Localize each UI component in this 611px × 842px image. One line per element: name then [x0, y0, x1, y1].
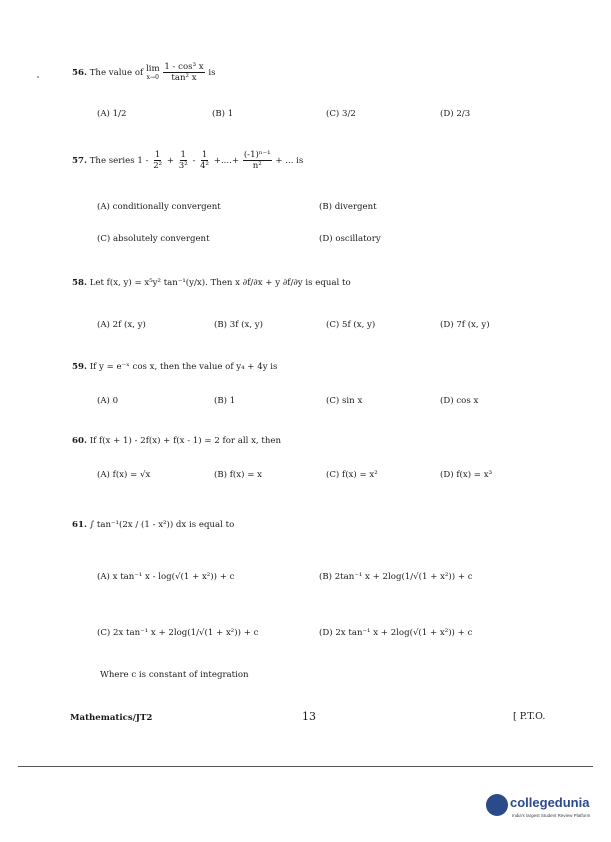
question-57 [72, 150, 303, 171]
denominator: 2² [153, 161, 163, 171]
question-58 [72, 278, 351, 288]
option-d[interactable]: (D) f(x) = x³ [440, 470, 493, 480]
option-d[interactable]: (D) 7f (x, y) [440, 320, 490, 330]
question-number: 61. [72, 520, 87, 530]
option-c[interactable]: (C) absolutely convergent [97, 234, 210, 244]
collegedunia-logo-icon [486, 794, 508, 816]
watermark-brand: collegedunia [510, 795, 590, 810]
term-2 [178, 150, 189, 171]
option-a[interactable]: (A) 0 [97, 396, 119, 406]
denominator: tan² x [171, 73, 197, 83]
numerator: (-1)ⁿ⁻¹ [243, 150, 271, 160]
option-c[interactable]: (C) sin x [326, 396, 363, 406]
question-56 [72, 62, 216, 83]
ellipsis: +....+ [213, 156, 240, 166]
question-stem-prefix: The value of [89, 68, 144, 78]
option-c[interactable]: (C) 2x tan⁻¹ x + 2log(1/√(1 + x²)) + c [97, 628, 259, 638]
limit-expression [146, 64, 160, 81]
question-number: 56. [72, 68, 87, 78]
stray-mark [37, 76, 39, 78]
footer-subject: Mathematics/JT2 [70, 713, 153, 723]
numerator: 1 [180, 150, 186, 160]
question-number: 57. [72, 156, 87, 166]
option-c[interactable]: (C) 3/2 [326, 109, 356, 119]
term-n [243, 150, 272, 171]
term-3 [199, 150, 210, 171]
option-c[interactable]: (C) 5f (x, y) [326, 320, 376, 330]
question-60 [72, 436, 281, 446]
option-b[interactable]: (B) 1 [212, 109, 234, 119]
watermark-tagline: India's largest Student Review Platform [512, 813, 591, 818]
question-stem: Let f(x, y) = x⁵y² tan⁻¹(y/x). Then x ∂f/∂x + y ∂f/∂y is equal to [89, 278, 351, 288]
numerator: 1 - cos³ x [164, 62, 204, 72]
denominator: 3² [178, 161, 188, 171]
question-stem-suffix: + ... is [275, 156, 304, 166]
minus-sign: - [192, 156, 196, 166]
option-c[interactable]: (C) f(x) = x² [326, 470, 378, 480]
option-b[interactable]: (B) 1 [214, 396, 236, 406]
question-stem: ∫ tan⁻¹(2x / (1 - x²)) dx is equal to [89, 520, 235, 530]
integration-constant-note: Where c is constant of integration [100, 670, 249, 680]
option-d[interactable]: (D) 2/3 [440, 109, 471, 119]
option-a[interactable]: (A) f(x) = √x [97, 470, 151, 480]
lim-subscript: x→0 [146, 74, 159, 81]
divider [18, 766, 593, 767]
denominator: n² [252, 161, 262, 171]
pto-label: [ P.T.O. [513, 711, 546, 722]
option-d[interactable]: (D) oscillatory [319, 234, 381, 244]
option-a[interactable]: (A) 1/2 [97, 109, 127, 119]
question-stem: If f(x + 1) - 2f(x) + f(x - 1) = 2 for all x, then [89, 436, 281, 446]
option-b[interactable]: (B) 3f (x, y) [214, 320, 264, 330]
question-stem-prefix: The series 1 - [89, 156, 149, 166]
term-1 [152, 150, 163, 171]
plus-sign: + [166, 156, 175, 166]
option-a[interactable]: (A) 2f (x, y) [97, 320, 146, 330]
option-b[interactable]: (B) f(x) = x [214, 470, 262, 480]
lim-label: lim [145, 64, 160, 74]
option-d[interactable]: (D) 2x tan⁻¹ x + 2log(√(1 + x²)) + c [319, 628, 473, 638]
numerator: 1 [201, 150, 208, 160]
option-d[interactable]: (D) cos x [440, 396, 479, 406]
question-number: 58. [72, 278, 87, 288]
option-b[interactable]: (B) divergent [319, 202, 377, 212]
question-number: 59. [72, 362, 87, 372]
question-59 [72, 362, 277, 372]
denominator: 4² [200, 161, 210, 171]
numerator: 1 [154, 150, 161, 160]
fraction [163, 62, 204, 83]
page-number: 13 [302, 710, 316, 723]
question-61 [72, 520, 234, 530]
question-number: 60. [72, 436, 87, 446]
option-a[interactable]: (A) conditionally convergent [97, 202, 221, 212]
question-stem-suffix: is [208, 68, 216, 78]
option-b[interactable]: (B) 2tan⁻¹ x + 2log(1/√(1 + x²)) + c [319, 572, 473, 582]
question-stem: If y = e⁻ˣ cos x, then the value of y₄ + 4y is [89, 362, 278, 372]
option-a[interactable]: (A) x tan⁻¹ x - log(√(1 + x²)) + c [97, 572, 235, 582]
